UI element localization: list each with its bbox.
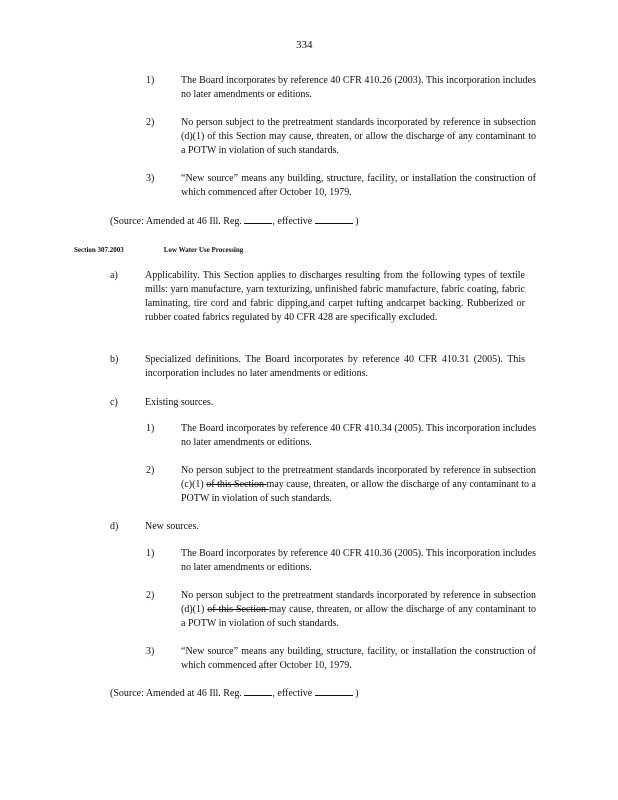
- section-number: Section 307.2003: [74, 246, 124, 254]
- subsection-d-item-3-text: “New source” means any building, structure, facility, or installation the construction of which commenced after October 10, 1979.: [181, 646, 536, 671]
- register-blank-1: [244, 214, 272, 224]
- source-note-2-middle: , effective: [272, 688, 313, 699]
- subsection-c-item-2-number: 2): [146, 465, 155, 476]
- subsection-c-item-1-number: 1): [146, 423, 155, 434]
- subsection-c-text: Existing sources.: [145, 397, 214, 408]
- section-title: Low Water Use Processing: [163, 246, 244, 254]
- top-item-1-number: 1): [146, 75, 155, 86]
- subsection-b-text: Specialized definitions. The Board incorporates by reference 40 CFR 410.31 (2005). This incorporation includes no later amendments or editions.: [145, 354, 525, 379]
- subsection-c-item-2-text-before: No person subject to the pretreatment standards incorporated by reference in subsection (c)(1): [181, 465, 536, 490]
- page-number: 334: [296, 39, 313, 51]
- subsection-c-item-2-text: [181, 464, 536, 506]
- subsection-c-item-2-struck-text: of this Section: [206, 479, 267, 490]
- source-note-2-suffix: ): [355, 688, 359, 699]
- source-note-2-prefix: (Source: Amended at 46 Ill. Reg.: [110, 688, 242, 699]
- subsection-b-label: b): [110, 354, 119, 365]
- source-note-2: [110, 686, 359, 701]
- section-heading: [74, 243, 243, 257]
- top-item-3-number: 3): [146, 173, 155, 184]
- subsection-d-label: d): [110, 521, 119, 532]
- register-blank-2: [244, 686, 272, 696]
- subsection-c-item-2-text-after: may cause, threaten, or allow the discharge of any contaminant to a POTW in violation of such standards.: [181, 479, 536, 504]
- subsection-c-label: c): [110, 397, 118, 408]
- top-item-3-text: “New source” means any building, structure, facility, or installation the construction of which commenced after October 10, 1979.: [181, 173, 536, 198]
- effective-date-blank-2: [315, 686, 353, 696]
- subsection-d-item-3-number: 3): [146, 646, 155, 657]
- source-note-1: [110, 214, 359, 229]
- subsection-a-text: Applicability. This Section applies to discharges resulting from the following types of textile mills: yarn manufacture, yarn texturizing, unfinished fabric manufacture, fabric coating, fabric laminating, tire cord and fabric dipping,and carpet tufting andcarpet backing. Rubberized or rubber coated fabrics regulated by 40 CFR 428 are specifically excluded.: [145, 270, 525, 323]
- source-note-1-middle: , effective: [272, 216, 313, 227]
- source-note-1-suffix: ): [355, 216, 359, 227]
- subsection-d-item-2-text: [181, 589, 536, 631]
- subsection-d-item-1-text: The Board incorporates by reference 40 CFR 410.36 (2005). This incorporation includes no later amendments or editions.: [181, 548, 536, 573]
- subsection-a-label: a): [110, 270, 118, 281]
- subsection-d-item-2-number: 2): [146, 590, 155, 601]
- subsection-d-item-2-struck-text: of this Section: [207, 604, 269, 615]
- top-item-2-text: No person subject to the pretreatment standards incorporated by reference in subsection (d)(1) of this Section may cause, threaten, or allow the discharge of any contaminant to a POTW in violation of such standards.: [181, 117, 536, 156]
- subsection-d-item-2-text-before: No person subject to the pretreatment standards incorporated by reference in subsection (d)(1): [181, 590, 536, 615]
- top-item-2-number: 2): [146, 117, 155, 128]
- top-item-1-text: The Board incorporates by reference 40 CFR 410.26 (2003). This incorporation includes no later amendments or editions.: [181, 75, 536, 100]
- subsection-d-item-2-text-after: may cause, threaten, or allow the discharge of any contaminant to a POTW in violation of such standards.: [181, 604, 537, 629]
- subsection-c-item-1-text: The Board incorporates by reference 40 CFR 410.34 (2005). This incorporation includes no later amendments or editions.: [181, 423, 536, 448]
- effective-date-blank-1: [315, 214, 353, 224]
- subsection-d-item-1-number: 1): [146, 548, 155, 559]
- subsection-d-text: New sources.: [145, 521, 199, 532]
- source-note-1-prefix: (Source: Amended at 46 Ill. Reg.: [110, 216, 242, 227]
